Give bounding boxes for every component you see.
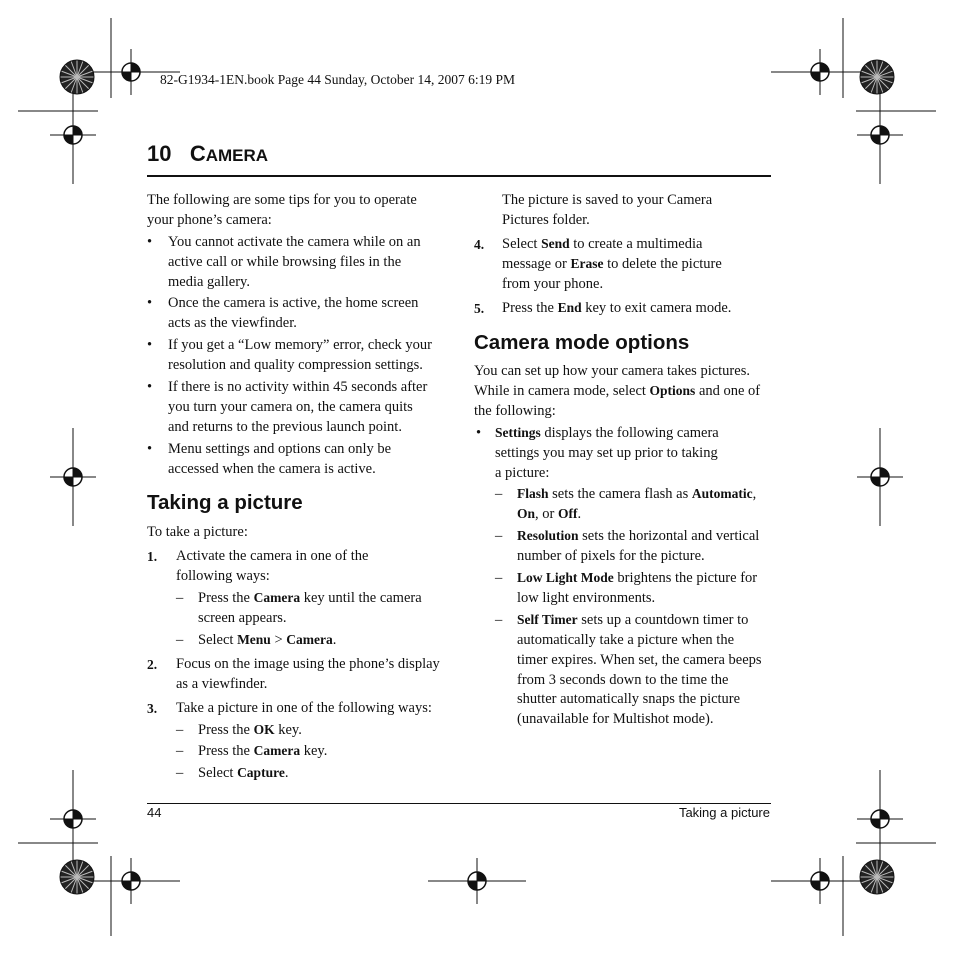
continued-text: Pictures folder. [502,212,590,228]
step-text: Take a picture in one of the following ways: [176,700,432,716]
key-low-light-mode: Low Light Mode [517,570,614,585]
footer-rule [147,803,771,804]
key-resolution: Resolution [517,528,579,543]
key-automatic: Automatic [691,486,753,501]
key-on: On [517,506,536,521]
dash-symbol: – [495,528,503,544]
settings-text: Settings displays the following camera [495,425,719,441]
step-text: Focus on the image using the phone’s display [176,656,440,672]
key-send: Send [541,236,570,251]
key-menu: Menu [237,632,271,647]
key-ok: OK [253,722,275,737]
tip-line: media gallery. [168,274,250,290]
step-number: 2. [147,657,158,672]
print-slug: 82-G1934-1EN.book Page 44 Sunday, October 14, 2007 6:19 PM [160,72,515,87]
tip-line: you turn your camera on, the camera quits [168,399,413,415]
chapter-title [147,141,268,167]
substep-text: Press the OK key. [198,722,302,738]
dash-symbol: – [176,632,184,648]
key-flash: Flash [517,486,549,501]
key-settings: Settings [495,425,541,440]
substep-text: Press the Camera key until the camera [198,590,422,606]
option-text: timer expires. When set, the camera beeps [517,652,762,668]
tip-line: active call or while browsing files in the [168,254,402,270]
step-text: Activate the camera in one of the [176,548,369,564]
chapter-number: 10 [147,141,172,166]
option-text: Self Timer sets up a countdown timer to [517,612,749,628]
substep-text: Select Capture. [198,765,289,781]
substep-text: screen appears. [198,610,287,626]
continued-text: The picture is saved to your Camera [502,192,713,208]
step-text: following ways: [176,568,270,584]
dash-symbol: – [176,722,184,738]
intro-line-1: The following are some tips for you to operate [147,192,417,208]
dash-symbol: – [495,612,503,628]
dash-symbol: – [495,486,503,502]
key-camera: Camera [286,632,333,647]
option-text: automatically take a picture when the [517,632,735,648]
tip-line: resolution and quality compression settings. [168,357,423,373]
step-text: Press the End key to exit camera mode. [502,300,732,316]
intro-text: the following: [474,403,556,419]
key-end: End [557,300,582,315]
dash-symbol: – [176,590,184,606]
dash-symbol: – [176,765,184,781]
dash-symbol: – [176,743,184,759]
step-text: from your phone. [502,276,604,292]
step-number: 3. [147,701,158,716]
dash-symbol: – [495,570,503,586]
option-text: Flash sets the camera flash as Automatic, [517,486,757,502]
step-number: 5. [474,301,485,316]
option-text: On, or Off. [517,506,582,522]
section-heading-taking-a-picture: Taking a picture [147,491,303,514]
key-capture: Capture [237,765,285,780]
tip-line: Once the camera is active, the home screen [168,295,419,311]
key-camera: Camera [253,743,301,758]
substep-text: Select Menu > Camera. [198,632,337,648]
key-erase: Erase [570,256,604,271]
settings-text: settings you may set up prior to taking [495,445,718,461]
tip-line: Menu settings and options can only be [168,441,392,457]
step-number: 1. [147,549,158,564]
chapter-rest: AMERA [205,146,269,165]
key-self-timer: Self Timer [517,612,578,627]
step-text: message or Erase to delete the picture [502,256,722,272]
bullet-symbol: • [147,295,153,311]
option-text: low light environments. [517,590,656,606]
bullet-symbol: • [147,441,153,457]
substep-text: Press the Camera key. [198,743,328,759]
key-options: Options [649,383,696,398]
footer-section-title: Taking a picture [678,805,770,820]
step-text: Select Send to create a multimedia [502,236,703,252]
bullet-symbol: • [476,425,482,441]
header-rule [147,175,771,177]
step-text: as a viewfinder. [176,676,268,692]
chapter-first-letter: C [189,141,206,166]
bullet-symbol: • [147,379,153,395]
option-text: Low Light Mode brightens the picture for [517,570,758,586]
option-text: (unavailable for Multishot mode). [517,711,714,727]
tip-line: If there is no activity within 45 seconds after [168,379,428,395]
intro-text: While in camera mode, select Options and one of [474,383,761,399]
intro-line-2: your phone’s camera: [147,212,272,228]
key-off: Off [557,506,578,521]
settings-text: a picture: [495,465,550,481]
tip-line: accessed when the camera is active. [168,461,376,477]
option-text: shutter automatically snaps the picture [517,691,741,707]
tip-line: You cannot activate the camera while on an [168,234,421,250]
tip-line: and returns to the previous launch point. [168,419,402,435]
option-text: Resolution sets the horizontal and vertical [517,528,760,544]
option-text: from 3 seconds down to the time the [517,672,729,688]
tip-line: acts as the viewfinder. [168,315,297,331]
tip-line: If you get a “Low memory” error, check your [168,337,432,353]
section-heading-camera-mode-options: Camera mode options [474,331,690,354]
page-number: 44 [147,805,162,820]
intro-text: You can set up how your camera takes pictures. [474,363,750,379]
option-text: number of pixels for the picture. [517,548,705,564]
bullet-symbol: • [147,234,153,250]
step-number: 4. [474,237,485,252]
bullet-symbol: • [147,337,153,353]
key-camera: Camera [253,590,301,605]
to-take-text: To take a picture: [147,524,248,540]
